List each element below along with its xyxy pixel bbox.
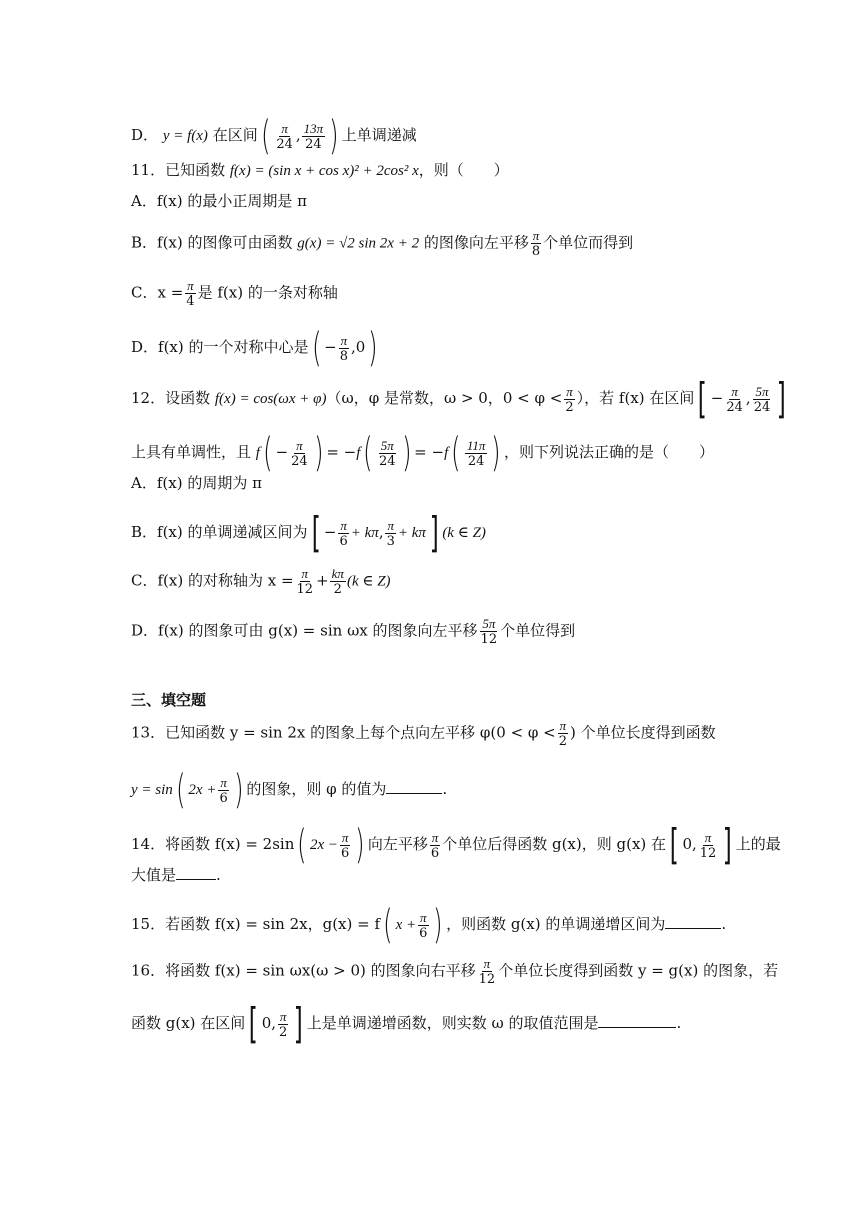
q16-line1: 16．将函数 f(x) = sin ωx(ω > 0) 的图象向右平移 $\frac{\pi}{12}$ 个单位长度得到函数 y = g(x) 的图象，若: [131, 956, 779, 987]
q15-answer-blank[interactable]: [665, 914, 721, 929]
q10-option-d: D． y = f(x) 在区间( $\frac{\pi}{24}$ , $\frac{13\pi}{24}$ ) 上单调递减: [131, 113, 417, 159]
section-title-fill-in: 三、填空题: [131, 691, 207, 709]
q13-line2: y = sin( 2x + $\frac{\pi}{6}$ ) 的图象，则 φ 的值为 .: [131, 767, 448, 813]
q14-line2: 大值是 .: [131, 866, 221, 884]
q12-option-b: B．f(x) 的单调递减区间为[ − $\frac{\pi}{6}$ + kπ, $\frac{\pi}{3}$ + kπ] (k ∈ Z): [131, 508, 486, 557]
q11-option-d: D．f(x) 的一个对称中心是( − $\frac{\pi}{8}$ ,0): [131, 325, 378, 371]
q16-answer-blank[interactable]: [598, 1013, 676, 1028]
q11-option-a: A．f(x) 的最小正周期是 π: [131, 192, 307, 210]
q16-line2: 函数 g(x) 在区间[ 0, $\frac{\pi}{2}$ ] 上是单调递增函数，则实数 ω 的取值范围是 .: [131, 999, 682, 1048]
q12-stem-line1: 12．设函数 f(x) = cos(ωx + φ)（ω，φ 是常数，ω > 0，0 < φ < $\frac{\pi}{2}$ ），若 f(x) 在区间[ − $\frac{\pi}{24}$ , $\frac{5\pi}{24}$ ]: [131, 374, 786, 423]
q12-option-c: C．f(x) 的对称轴为 x = $\frac{\pi}{12}$ + $\frac{k\pi}{2}$ (k ∈ Z): [131, 566, 391, 597]
q11-option-c: C．x = $\frac{\pi}{4}$ 是 f(x) 的一条对称轴: [131, 278, 338, 309]
q12-option-d: D．f(x) 的图象可由 g(x) = sin ωx 的图象向左平移 $\frac{5\pi}{12}$ 个单位得到: [131, 616, 576, 647]
q11-option-b: B．f(x) 的图像可由函数 g(x) = √2 sin 2x + 2 的图像向左平移 $\frac{\pi}{8}$ 个单位而得到: [131, 228, 634, 259]
q14-answer-blank[interactable]: [176, 865, 216, 880]
q12-option-a: A．f(x) 的周期为 π: [131, 474, 262, 492]
q15-line: 15．若函数 f(x) = sin 2x，g(x) = f( x + $\frac{\pi}{6}$ ) ，则函数 g(x) 的单调递增区间为 .: [131, 902, 727, 948]
q11-stem: 11．已知函数 f(x) = (sin x + cos x)² + 2cos² x，则（ ）: [131, 161, 509, 179]
q14-line1: 14．将函数 f(x) = 2sin( 2x − $\frac{\pi}{6}$ ) 向左平移 $\frac{\pi}{6}$ 个单位后得函数 g(x)，则 g(x) 在[ 0, $\frac{\pi}{12}$ ] 上的最: [131, 820, 781, 869]
q12-stem-line2: 上具有单调性，且 f( − $\frac{\pi}{24}$ ) = −f( $\frac{5\pi}{24}$ ) = −f( $\frac{11\pi}{24}$ ) ，则下列说法正确的是（ ）: [131, 430, 715, 476]
q13-answer-blank[interactable]: [386, 779, 442, 794]
q13-line1: 13．已知函数 y = sin 2x 的图象上每个点向左平移 φ(0 < φ < $\frac{\pi}{2}$ ) 个单位长度得到函数: [131, 718, 716, 749]
